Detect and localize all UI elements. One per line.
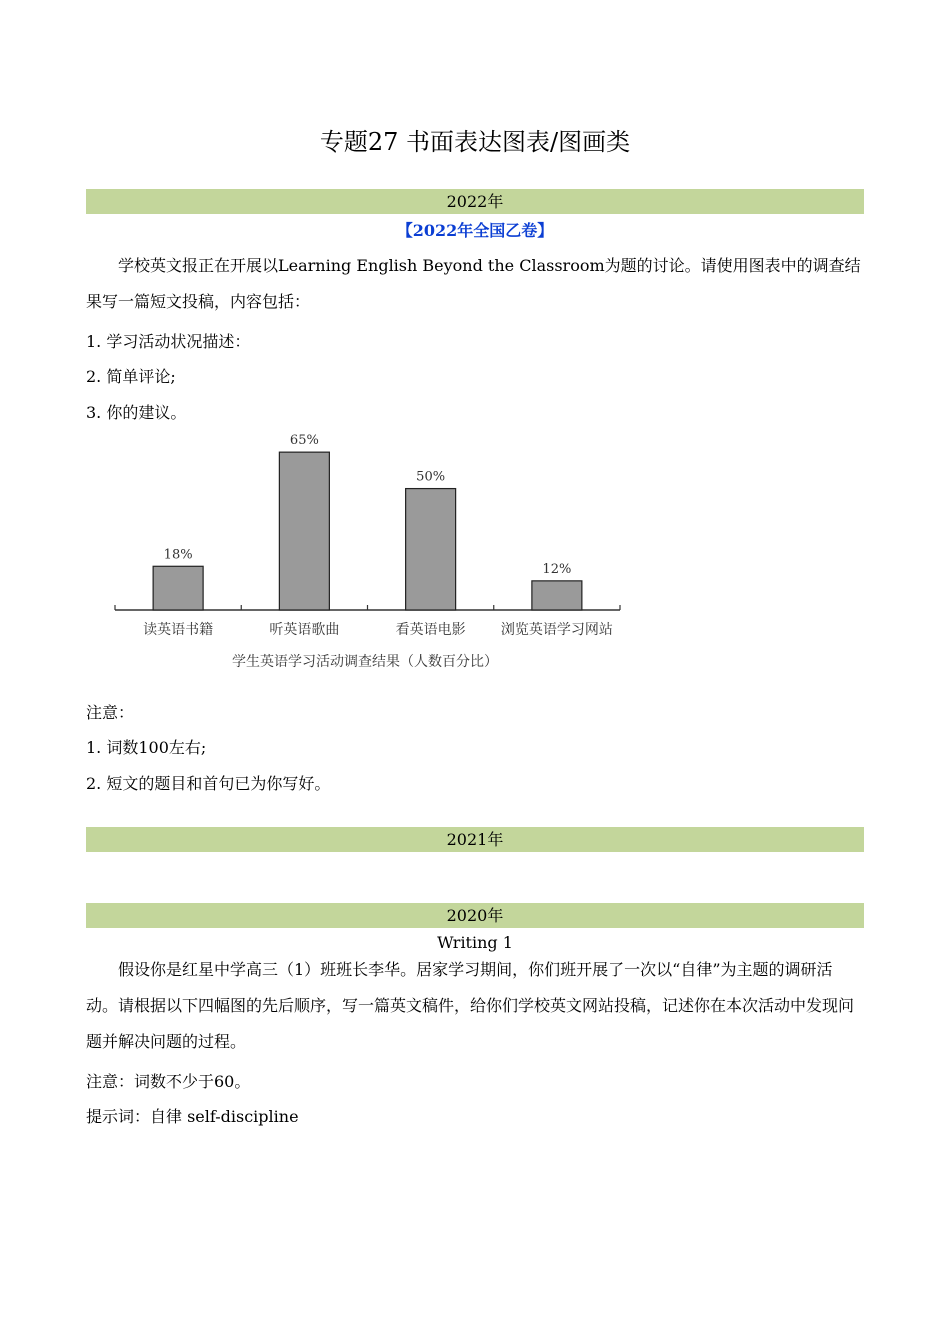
requirement-item-2: 2. 简单评论;: [86, 367, 176, 386]
exam-subheading: 【2022年全国乙卷】: [396, 221, 554, 240]
note-item-2: 2. 短文的题目和首句已为你写好。: [86, 774, 331, 793]
notes-label: 注意：: [86, 703, 135, 722]
category-label: 听英语歌曲: [269, 622, 340, 638]
hint-words: 提示词：自律 self-discipline: [86, 1107, 299, 1126]
bar-data-label: 18%: [163, 547, 193, 563]
requirement-item-3: 3. 你的建议。: [86, 403, 187, 422]
category-label: 看英语电影: [395, 622, 466, 638]
requirement-item-1: 1. 学习活动状况描述：: [86, 332, 251, 351]
chart-bar: [406, 489, 456, 610]
category-label: 浏览英语学习网站: [500, 622, 613, 638]
section-header-2020: 2020年: [86, 903, 864, 928]
section-header-2022: 2022年: [86, 189, 864, 214]
bar-data-label: 65%: [289, 433, 319, 449]
survey-bar-chart: [100, 425, 640, 680]
writing-label: Writing 1: [437, 933, 513, 952]
chart-bar: [532, 581, 582, 610]
chart-bar: [279, 452, 329, 610]
x-axis-title: 学生英语学习活动调查结果（人数百分比）: [232, 654, 498, 670]
bar-data-label: 12%: [542, 561, 572, 577]
prompt-2022: 学校英文报正在开展以Learning English Beyond the Classroom为题的讨论。请使用图表中的调查结果写一篇短文投稿，内容包括：: [86, 256, 861, 311]
category-label: 读英语书籍: [143, 622, 214, 638]
prompt-2020: 假设你是红星中学高三（1）班班长李华。居家学习期间，你们班开展了一次以“自律”为主题的调研活动。请根据以下四幅图的先后顺序，写一篇英文稿件，给你们学校英文网站投稿，记述你在本次活动中发现问题并解决问题的过程。: [86, 960, 855, 1051]
page-title: 专题27 书面表达图表/图画类: [319, 128, 631, 156]
note-item-1: 1. 词数100左右;: [86, 738, 207, 757]
chart-bar: [153, 566, 203, 610]
section-header-2021: 2021年: [86, 827, 864, 852]
word-count-note: 注意：词数不少于60。: [86, 1072, 251, 1091]
bar-data-label: 50%: [416, 469, 446, 485]
